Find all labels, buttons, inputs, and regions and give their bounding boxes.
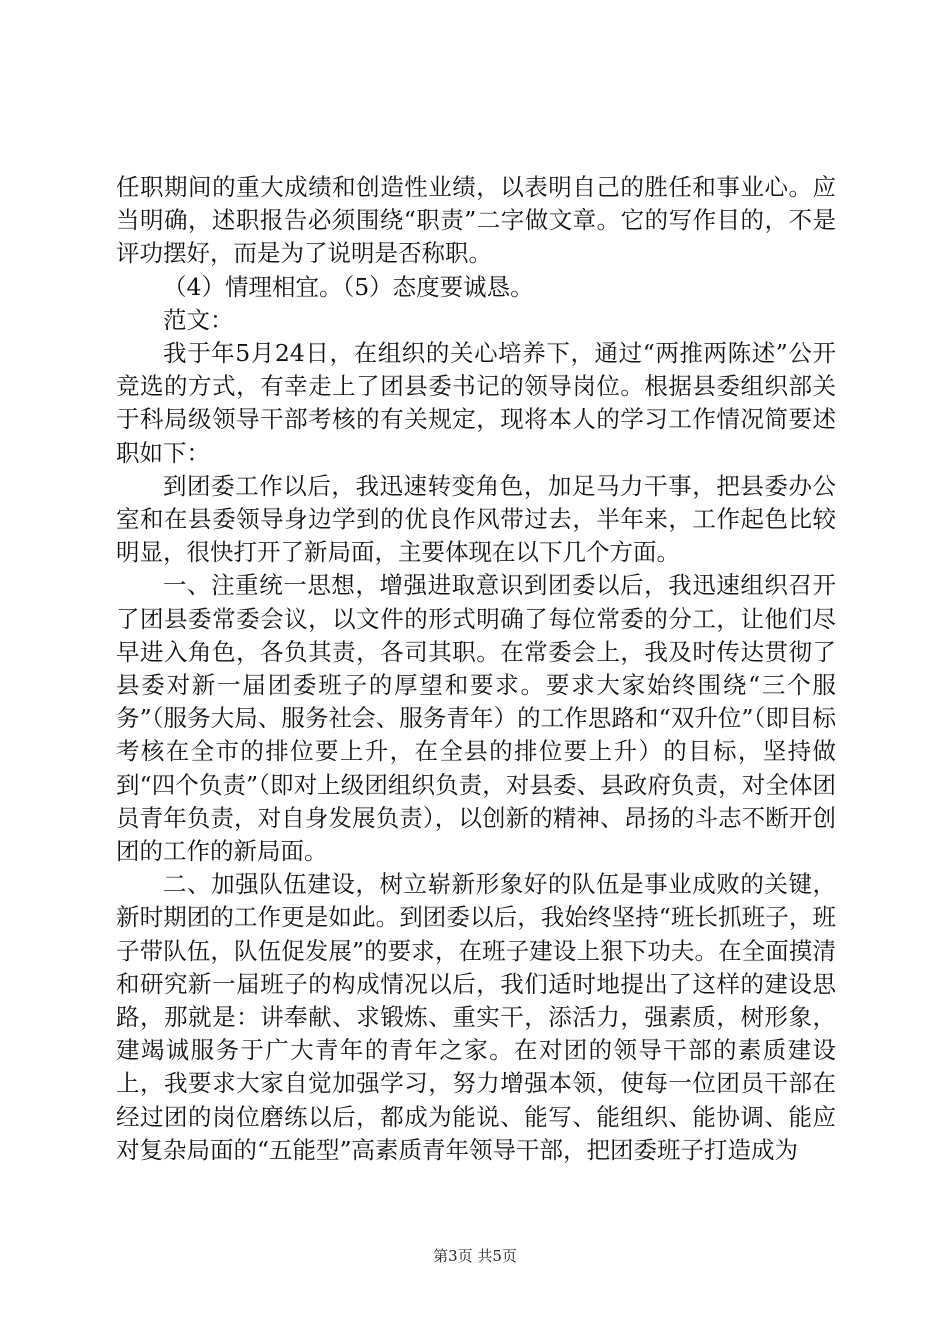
- paragraph-points: （4）情理相宜。（5）态度要诚恳。: [163, 272, 534, 301]
- paragraph-sample-heading: 范文：: [163, 305, 234, 334]
- paragraph-section-one: 一、注重统一思想，增强进取意识到团委以后，我迅速组织召开了团县委常委会议，以文件的形式明确了每位常委的分工，让他们尽早进入角色，各负其责，各司其职。在常委会上，我及时传达贯彻了县委对新一届团委班子的厚望和要求。要求大家始终围绕“三个服务”（服务大局、服务社会、服务青年）的工作思路和“双升位”（即目标考核在全市的排位要上升，在全县的排位要上升）的目标，坚持做到“四个负责”（即对上级团组织负责，对县委、县政府负责，对全体团员青年负责，对自身发展负责），以创新的精神、昂扬的斗志不断开创团的工作的新局面。: [116, 571, 836, 866]
- paragraph-section-two: 二、加强队伍建设，树立崭新形象好的队伍是事业成败的关键，新时期团的工作更是如此。到团委以后，我始终坚持“班长抓班子，班子带队伍，队伍促发展”的要求，在班子建设上狠下功夫。在全面摸清和研究新一届班子的构成情况以后，我们适时地提出了这样的建设思路，那就是：讲奉献、求锻炼、重实干，添活力，强素质，树形象，建竭诚服务于广大青年的青年之家。在对团的领导干部的素质建设上，我要求大家自觉加强学习，努力增强本领，使每一位团员干部在经过团的岗位磨练以后，都成为能说、能写、能组织、能协调、能应对复杂局面的“五能型”高素质青年领导干部，把团委班子打造成为: [116, 870, 836, 1164]
- paragraph-intro: 我于年5月24日，在组织的关心培养下，通过“两推两陈述”公开竞选的方式，有幸走上了团县委书记的领导岗位。根据县委组织部关于科局级领导干部考核的有关规定，现将本人的学习工作情况简要述职如下：: [116, 339, 836, 467]
- document-body: [116, 171, 836, 1167]
- page-number-footer: 第3页 共5页: [433, 1247, 517, 1265]
- paragraph-continuation: 任职期间的重大成绩和创造性业绩，以表明自己的胜任和事业心。应当明确，述职报告必须围绕“职责”二字做文章。它的写作目的，不是评功摆好，而是为了说明是否称职。: [116, 173, 836, 268]
- paragraph-overview: 到团委工作以后，我迅速转变角色，加足马力干事，把县委办公室和在县委领导身边学到的优良作风带过去，半年来，工作起色比较明显，很快打开了新局面，主要体现在以下几个方面。: [116, 471, 836, 567]
